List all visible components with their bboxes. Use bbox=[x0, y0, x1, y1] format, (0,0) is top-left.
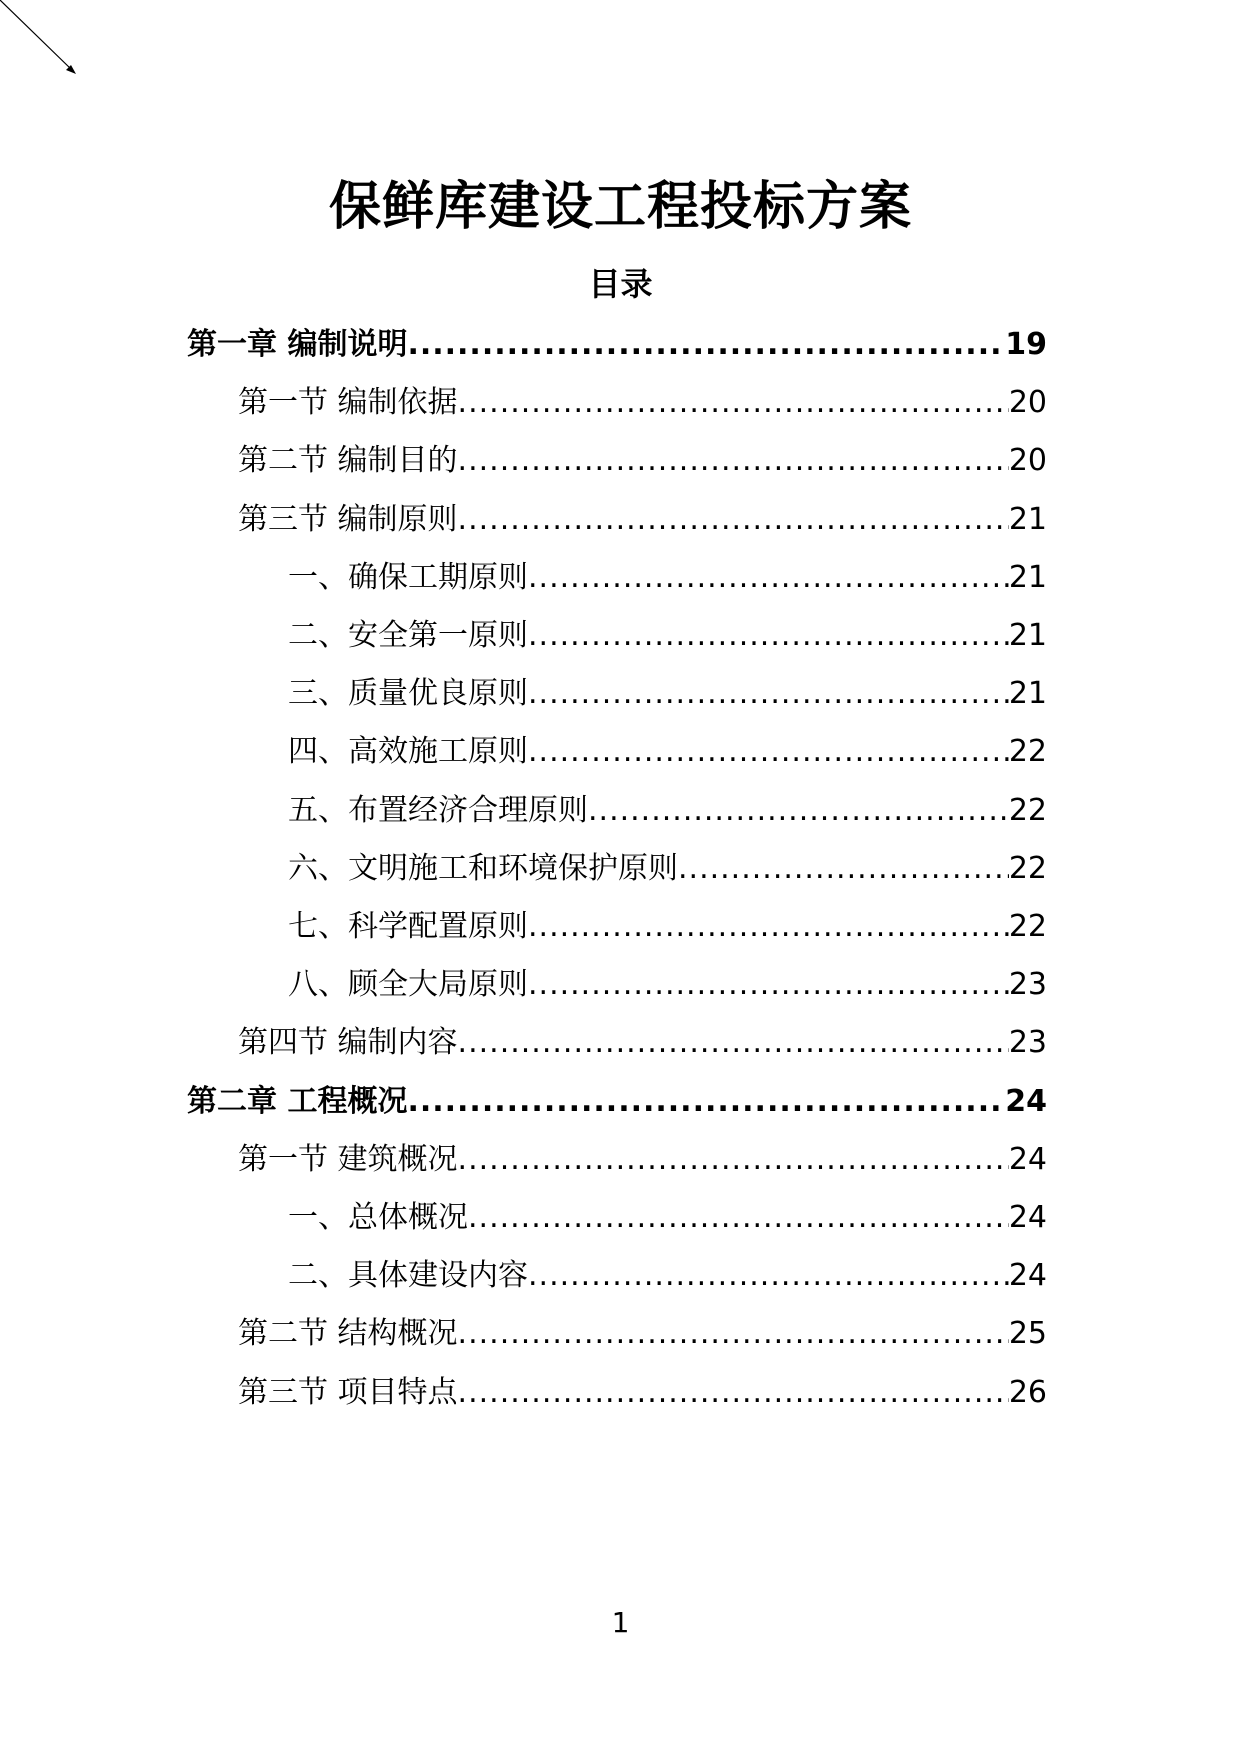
document-title: 保鲜库建设工程投标方案 bbox=[328, 177, 912, 237]
toc-entry-label: 三、质量优良原则 bbox=[288, 676, 528, 712]
toc-entry-page: 23 bbox=[1008, 1025, 1047, 1061]
toc-entry-page: 24 bbox=[1008, 1200, 1047, 1235]
toc-dot-leader bbox=[458, 498, 1009, 542]
toc-dot-leader bbox=[528, 905, 1009, 949]
toc-entry-page: 26 bbox=[1008, 1374, 1047, 1410]
toc-entry-label: 四、高效施工原则 bbox=[288, 734, 528, 770]
toc-section-entry[interactable] bbox=[238, 1138, 1047, 1182]
toc-entry-label: 第三节 项目特点 bbox=[238, 1374, 458, 1410]
toc-entry-label: 一、总体概况 bbox=[288, 1200, 468, 1235]
toc-entry-label: 八、顾全大局原则 bbox=[288, 967, 528, 1003]
toc-dot-leader bbox=[458, 1138, 1009, 1182]
toc-entry-label: 一、确保工期原则 bbox=[288, 559, 528, 595]
toc-subsection-entry[interactable] bbox=[288, 614, 1047, 658]
toc-section-entry[interactable] bbox=[238, 439, 1047, 483]
toc-entry-label: 第二节 结构概况 bbox=[238, 1316, 458, 1352]
toc-subsection-entry[interactable] bbox=[288, 1196, 1047, 1240]
toc-dot-leader bbox=[468, 1196, 1009, 1240]
toc-entry-page: 19 bbox=[1005, 327, 1047, 362]
toc-entry-page: 22 bbox=[1008, 909, 1047, 944]
toc-entry-label: 第二章 工程概况 bbox=[187, 1083, 408, 1119]
toc-entry-page: 20 bbox=[1008, 385, 1047, 421]
toc-dot-leader bbox=[528, 556, 1009, 600]
toc-subsection-entry[interactable] bbox=[288, 556, 1047, 600]
toc-entry-page: 21 bbox=[1008, 559, 1047, 595]
toc-dot-leader bbox=[588, 789, 1009, 833]
toc-entry-page: 22 bbox=[1008, 734, 1047, 770]
toc-entry-label: 五、布置经济合理原则 bbox=[288, 792, 588, 828]
toc-dot-leader bbox=[458, 381, 1009, 425]
toc-entry-label: 七、科学配置原则 bbox=[288, 909, 528, 944]
toc-entry-label: 第三节 编制原则 bbox=[238, 501, 458, 537]
toc-chapter-entry[interactable] bbox=[187, 1080, 1047, 1124]
toc-dot-leader bbox=[678, 847, 1009, 891]
toc-entry-label: 第一节 建筑概况 bbox=[238, 1141, 458, 1177]
toc-entry-page: 22 bbox=[1008, 850, 1047, 886]
toc-dot-leader bbox=[528, 672, 1009, 716]
toc-section-entry[interactable] bbox=[238, 498, 1047, 542]
toc-entry-page: 24 bbox=[1008, 1258, 1047, 1294]
toc-subsection-entry[interactable] bbox=[288, 905, 1047, 949]
toc-dot-leader bbox=[407, 1080, 1005, 1124]
toc-entry-page: 20 bbox=[1008, 443, 1047, 479]
toc-section-entry[interactable] bbox=[238, 1371, 1047, 1415]
toc-entry-label: 二、具体建设内容 bbox=[288, 1258, 528, 1294]
toc-dot-leader bbox=[528, 614, 1009, 658]
toc-entry-page: 24 bbox=[1005, 1083, 1047, 1119]
toc-entry-page: 22 bbox=[1008, 792, 1047, 828]
toc-section-entry[interactable] bbox=[238, 1312, 1047, 1356]
toc-entry-page: 21 bbox=[1008, 618, 1047, 653]
toc-chapter-entry[interactable] bbox=[187, 323, 1047, 367]
toc-subsection-entry[interactable] bbox=[288, 730, 1047, 774]
toc-subsection-entry[interactable] bbox=[288, 1254, 1047, 1298]
toc-subsection-entry[interactable] bbox=[288, 963, 1047, 1007]
page-number: 1 bbox=[611, 1606, 630, 1639]
toc-entry-page: 25 bbox=[1008, 1316, 1047, 1352]
toc-subsection-entry[interactable] bbox=[288, 672, 1047, 716]
toc-section-entry[interactable] bbox=[238, 1021, 1047, 1065]
toc-dot-leader bbox=[458, 1371, 1009, 1415]
toc-dot-leader bbox=[458, 1021, 1009, 1065]
toc-entry-label: 第四节 编制内容 bbox=[238, 1025, 458, 1061]
toc-subsection-entry[interactable] bbox=[288, 847, 1047, 891]
toc-entry-label: 六、文明施工和环境保护原则 bbox=[288, 850, 678, 886]
toc-dot-leader bbox=[458, 439, 1009, 483]
toc-entry-label: 第二节 编制目的 bbox=[238, 443, 458, 479]
toc-dot-leader bbox=[528, 963, 1009, 1007]
toc-entry-label: 二、安全第一原则 bbox=[288, 618, 528, 653]
toc-heading: 目录 bbox=[588, 265, 653, 303]
toc-entry-page: 24 bbox=[1008, 1141, 1047, 1177]
toc-entry-page: 21 bbox=[1008, 676, 1047, 712]
toc-section-entry[interactable] bbox=[238, 381, 1047, 425]
toc-dot-leader bbox=[407, 323, 1005, 367]
toc-dot-leader bbox=[528, 730, 1009, 774]
toc-entry-page: 23 bbox=[1008, 967, 1047, 1003]
toc-dot-leader bbox=[458, 1312, 1009, 1356]
toc-dot-leader bbox=[528, 1254, 1009, 1298]
toc-entry-label: 第一节 编制依据 bbox=[238, 385, 458, 421]
toc-entry-page: 21 bbox=[1008, 501, 1047, 537]
toc-entry-label: 第一章 编制说明 bbox=[187, 327, 408, 362]
toc-subsection-entry[interactable] bbox=[288, 789, 1047, 833]
corner-arrow-icon bbox=[0, 0, 80, 80]
